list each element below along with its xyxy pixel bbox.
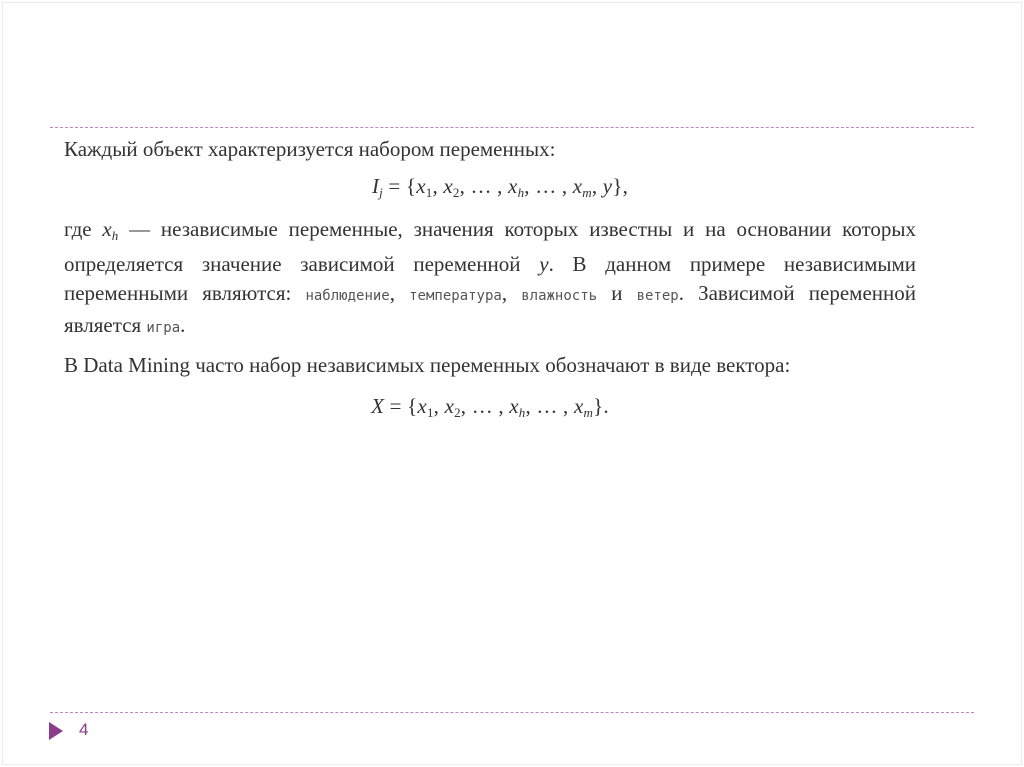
where-paragraph: где $x_h$ — независимые переменные, значения которых известны и на основании которых определяется значение зависимой переменной y. В данном примере независимыми переменными являются: наблюдение, температура, влажность и ветер. Зависимой переменной является игра.: [64, 217, 917, 337]
formula-eq: = {: [382, 174, 417, 198]
play-triangle-icon: [49, 722, 63, 740]
var-play: игра: [146, 320, 181, 336]
var-humidity: влажность: [521, 288, 598, 304]
slide-content: [64, 135, 916, 435]
formula-lhs-sub: j: [379, 185, 383, 200]
formula-object-variables: $I_j = \{x1$, x2, … , $x_h$, … , $x_m$, y},: [371, 174, 629, 200]
var-temperature: температура: [409, 288, 502, 304]
var-observation: наблюдение: [305, 288, 390, 304]
top-divider: [50, 127, 974, 128]
vector-paragraph: В Data Mining часто набор независимых переменных обозначают в виде вектора:: [64, 353, 791, 377]
formula-vector: X = {x1, x2, … , $x_h$, … , $x_m$}.: [371, 394, 609, 420]
formula-lhs: I: [371, 174, 380, 198]
intro-paragraph: Каждый объект характеризуется набором переменных:: [64, 137, 556, 161]
page-number: 4: [79, 720, 89, 739]
var-wind: ветер: [636, 288, 679, 304]
bottom-divider: [50, 712, 974, 713]
